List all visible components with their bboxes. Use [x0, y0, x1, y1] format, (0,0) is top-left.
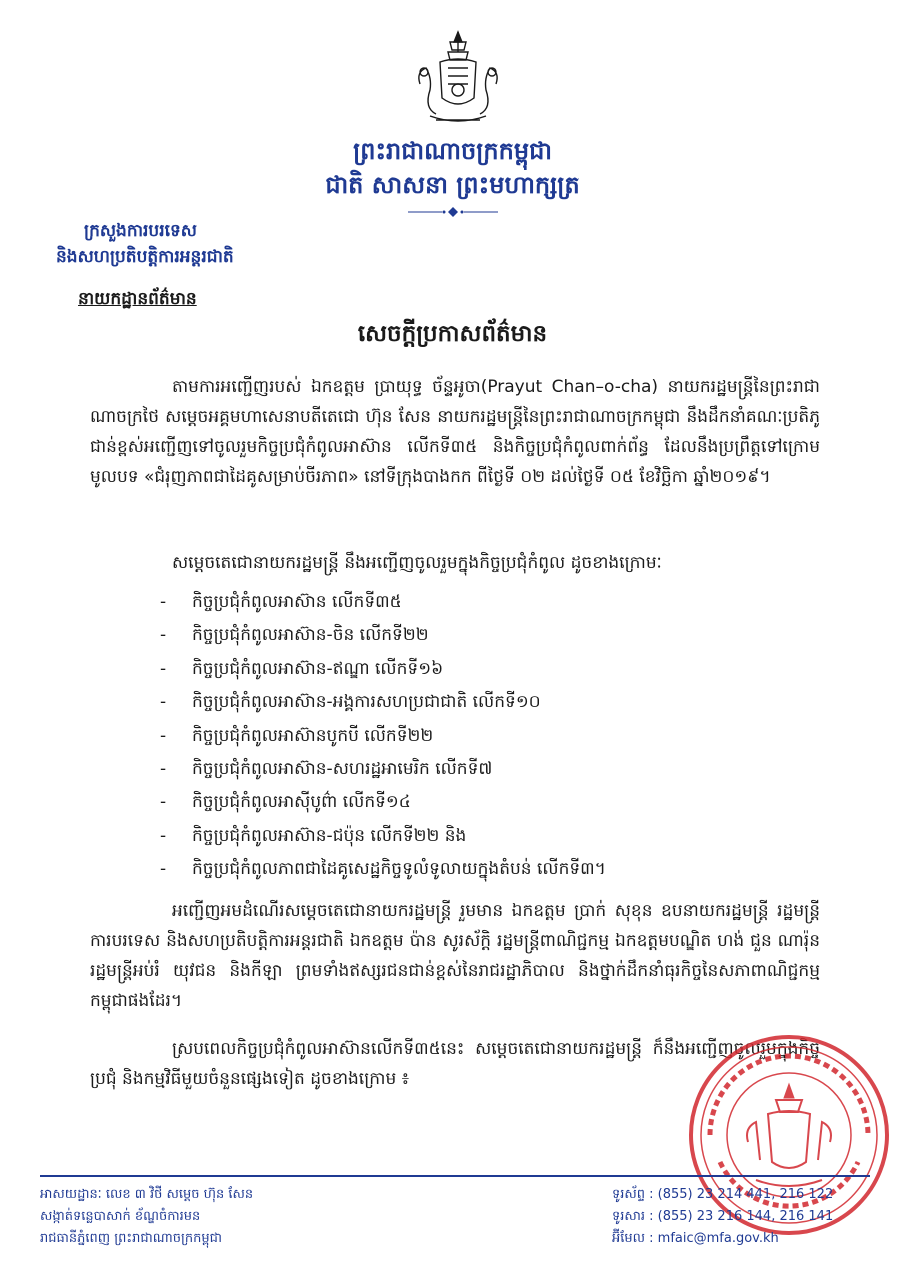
- list-item: [160, 853, 810, 886]
- fax-row: [612, 1206, 872, 1228]
- address-line: អាសយដ្ឋានៈ លេខ ៣ វិថី សម្តេច ហ៊ុន សែន: [40, 1187, 254, 1202]
- address-line: សង្កាត់ទន្លេបាសាក់ ខ័ណ្ឌចំការមន: [40, 1209, 201, 1224]
- phone-label: ទូរស័ព្ទ :: [612, 1187, 654, 1202]
- fax-label: ទូរសារ :: [612, 1209, 654, 1224]
- email-label: អ៊ីមែល :: [612, 1231, 654, 1246]
- list-item: [160, 653, 810, 686]
- paragraph-invitation: តាមការអញ្ជើញរបស់ ឯកឧត្តម ប្រាយុទ្ធ ច័ន្ទអូចា(Prayut Chan–o-cha) នាយករដ្ឋមន្ត្រីនៃព្រះរាជាណាចក្រថៃ សម្តេចអគ្គមហាសេនាបតីតេជោ ហ៊ុន សែន នាយករដ្ឋមន្ត្រីនៃព្រះរាជាណាចក្រកម្ពុជា នឹងដឹកនាំគណៈប្រតិភូជាន់ខ្ពស់អញ្ជើញទៅចូលរួមកិច្ចប្រជុំកំពូលអាស៊ាន លើកទី៣៥ និងកិច្ចប្រជុំកំពូលពាក់ព័ន្ធ ដែលនឹងប្រព្រឹត្តទៅក្រោមមូលបទ «ជំរុញភាពជាដៃគូសម្រាប់ចីរភាព» នៅទីក្រុងបាងកក ពីថ្ងៃទី ០២ ដល់ថ្ងៃទី ០៥ ខែវិច្ឆិកា ឆ្នាំ២០១៩។: [90, 377, 820, 487]
- list-item: [160, 686, 810, 719]
- meeting-name: កិច្ចប្រជុំកំពូលអាស៊ាន-ឥណ្ឌា លើកទី១៦: [192, 658, 444, 679]
- bullet-marker: -: [160, 692, 167, 713]
- paragraph-meetings-intro: សម្តេចតេជោនាយករដ្ឋមន្ត្រី នឹងអញ្ជើញចូលរួមក្នុងកិច្ចប្រជុំកំពូល ដូចខាងក្រោមៈ: [172, 553, 662, 573]
- bullet-marker: -: [160, 592, 167, 612]
- bullet-marker: -: [160, 725, 167, 746]
- bullet-marker: -: [160, 759, 167, 780]
- footer-divider: [40, 1175, 870, 1177]
- meeting-name: កិច្ចប្រជុំកំពូលអាស៊ាន-ជប៉ុន លើកទី២២ និង: [192, 825, 467, 846]
- list-item: [160, 619, 810, 652]
- address-line: រាជធានីភ្នំពេញ ព្រះរាជាណាចក្រកម្ពុជា: [40, 1231, 222, 1246]
- meeting-name: កិច្ចប្រជុំកំពូលភាពជាដៃគូសេដ្ឋកិច្ចទូលំទូលាយក្នុងតំបន់ លើកទី៣។: [192, 859, 606, 880]
- footer-contacts: [612, 1184, 872, 1250]
- document-title: សេចក្តីប្រកាសព័ត៌មាន: [357, 321, 548, 347]
- royal-coat-of-arms-emblem: [410, 28, 506, 128]
- meeting-name: កិច្ចប្រជុំកំពូលអាស៊ាន-អង្គការសហប្រជាជាតិ លើកទី១០: [192, 692, 541, 713]
- phone-row: [612, 1184, 872, 1206]
- meeting-name: កិច្ចប្រជុំកំពូលអាស៊ីបូព៌ា លើកទី១៤: [192, 792, 411, 813]
- list-item: [160, 786, 810, 819]
- list-item: [160, 720, 810, 753]
- bullet-marker: -: [160, 792, 167, 813]
- bullet-marker: -: [160, 825, 167, 846]
- bullet-marker: -: [160, 859, 167, 880]
- ministry-name-line1: ក្រសួងការបរទេស: [84, 221, 197, 241]
- kingdom-name-heading: ព្រះរាជាណាចក្រកម្ពុជា: [353, 137, 552, 165]
- phone-value: (855) 23 214 441, 216 122: [657, 1187, 834, 1202]
- email-value: mfaic@mfa.gov.kh: [657, 1231, 779, 1246]
- meeting-name: កិច្ចប្រជុំកំពូលអាស៊ានបូកបី លើកទី២២: [192, 725, 434, 746]
- department-name: នាយកដ្ឋានព័ត៌មាន: [78, 289, 197, 309]
- footer-address: [40, 1184, 460, 1250]
- meeting-name: កិច្ចប្រជុំកំពូលអាស៊ាន-ចិន លើកទី២២: [192, 625, 429, 646]
- paragraph-side-events: ស្របពេលកិច្ចប្រជុំកំពូលអាស៊ានលើកទី៣៥នេះ សម្តេចតេជោនាយករដ្ឋមន្ត្រី ក៏នឹងអញ្ជើញចូលរួមក្នុងកិច្ចប្រជុំ និងកម្មវិធីមួយចំនួនផ្សេងទៀត ដូចខាងក្រោម ៖: [90, 1039, 820, 1089]
- list-item: [160, 586, 810, 619]
- bullet-marker: -: [160, 658, 167, 679]
- paragraph-delegation: អញ្ជើញអមដំណើរសម្តេចតេជោនាយករដ្ឋមន្ត្រី រួមមាន ឯកឧត្តម ប្រាក់ សុខុន ឧបនាយករដ្ឋមន្ត្រី រដ្ឋមន្ត្រីការបរទេស និងសហប្រតិបត្តិការអន្តរជាតិ ឯកឧត្តម ប៉ាន សូរស័ក្តិ រដ្ឋមន្ត្រីពាណិជ្ជកម្ម ឯកឧត្តមបណ្ឌិត ហង់ ជួន ណារ៉ុន រដ្ឋមន្ត្រីអប់រំ យុវជន និងកីឡា ព្រមទាំងឥស្សរជនជាន់ខ្ពស់នៃរាជរដ្ឋាភិបាល និងថ្នាក់ដឹកនាំធុរកិច្ចនៃសភាពាណិជ្ជកម្មកម្ពុជាផងដែរ។: [90, 901, 820, 1011]
- ornament-divider-icon: [408, 206, 498, 218]
- list-item: [160, 820, 810, 853]
- fax-value: (855) 23 216 144, 216 141: [657, 1209, 834, 1224]
- national-motto-heading: ជាតិ សាសនា ព្រះមហាក្សត្រ: [325, 171, 580, 199]
- meeting-name: កិច្ចប្រជុំកំពូលអាស៊ាន លើកទី៣៥: [192, 592, 402, 612]
- meeting-name: កិច្ចប្រជុំកំពូលអាស៊ាន-សហរដ្ឋអាមេរិក លើកទី៧: [192, 759, 493, 780]
- email-row: [612, 1228, 872, 1250]
- list-item: [160, 753, 810, 786]
- meetings-list: [160, 586, 810, 887]
- bullet-marker: -: [160, 625, 167, 646]
- ministry-name-line2: និងសហប្រតិបត្តិការអន្តរជាតិ: [56, 247, 234, 267]
